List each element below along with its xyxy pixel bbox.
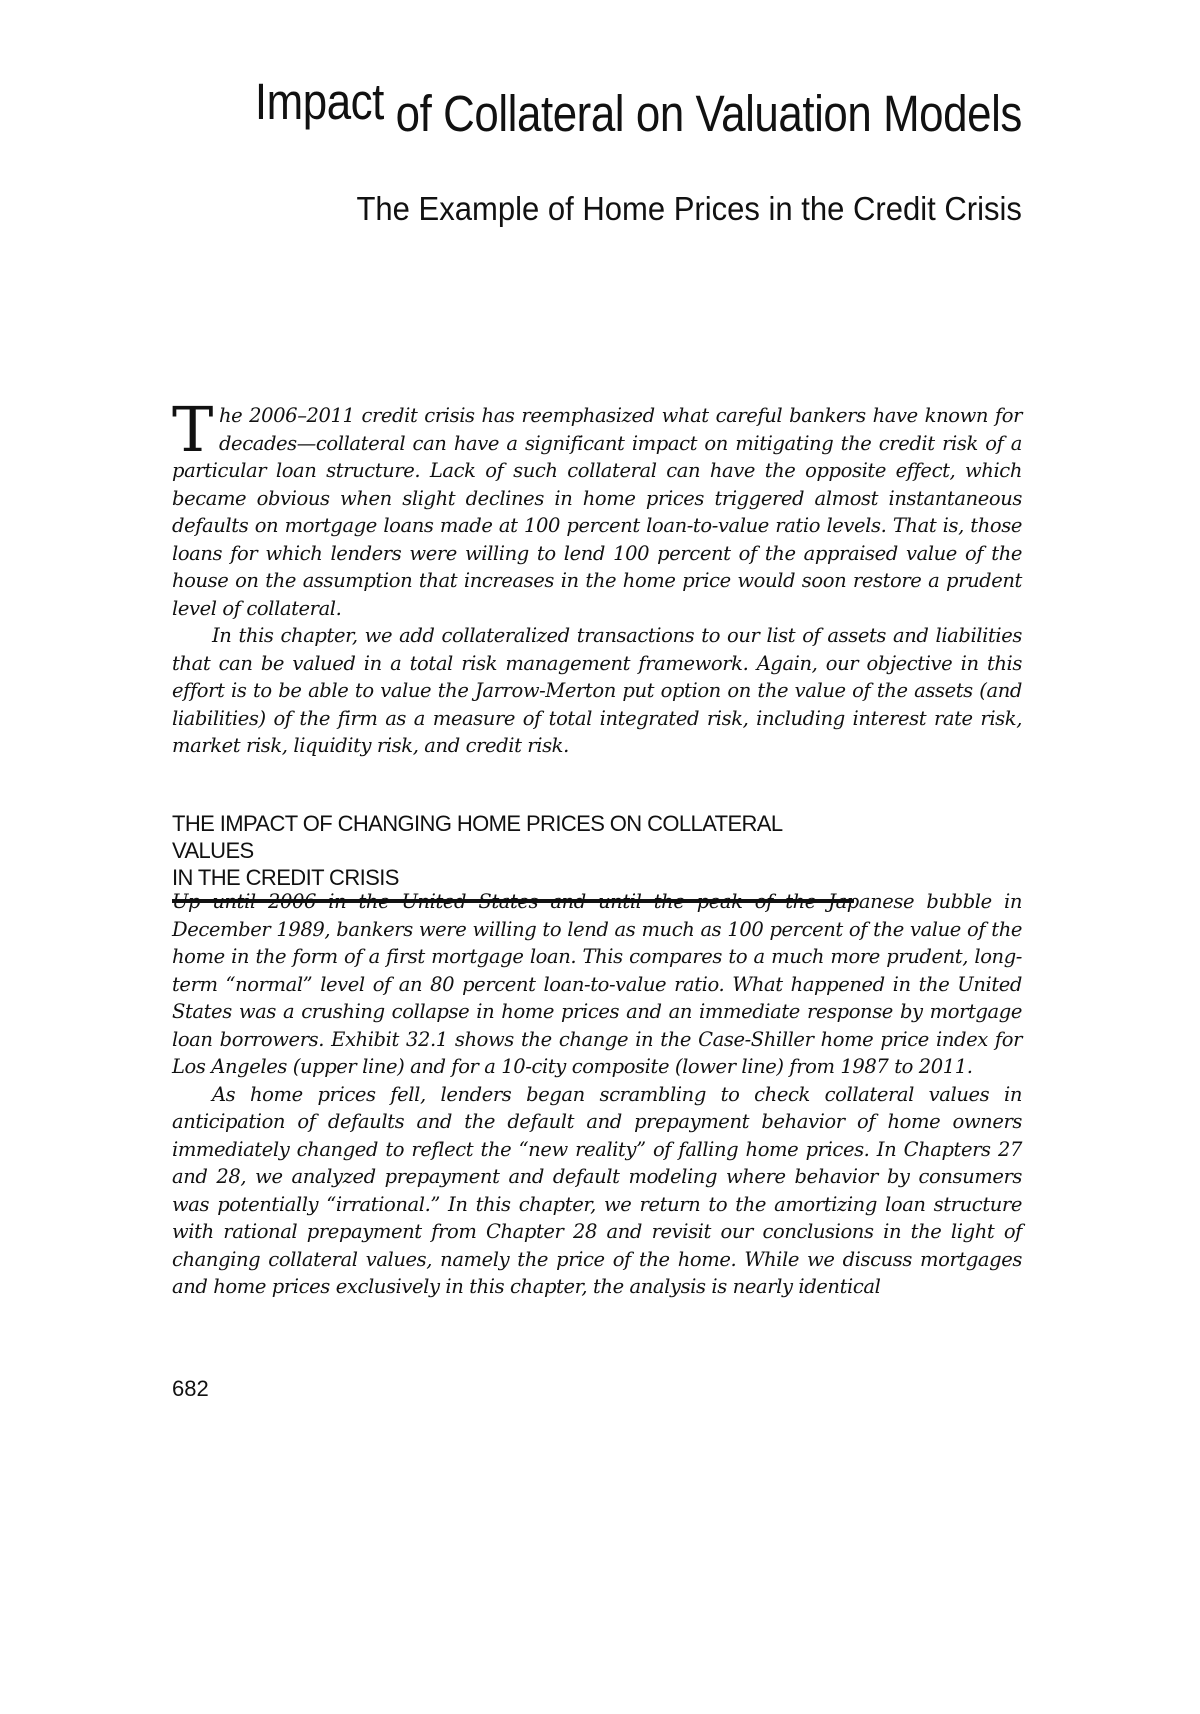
chapter-title-first-word: Impact [254,73,385,130]
section-heading-line-2: IN THE CREDIT CRISIS [172,865,399,890]
drop-cap: T [172,393,213,466]
chapter-title-rest: of Collateral on Valuation Models [395,85,1022,142]
section-body [172,888,1022,1301]
intro-paragraph-1-text: he 2006–2011 credit crisis has reemphasized what careful bankers have known for decades—collateral can have a significant impact on mitigating the credit risk of a particular loan structure. Lack of such collateral can have the opposite effect, which became obvious when slight declines in home prices triggered almost instantaneous defaults on mortgage loans made at 100 percent loan-to-value ratio levels. That is, those loans for which lenders were willing to lend 100 percent of the appraised value of the house on the assumption that increases in the home price would soon restore a prudent level of collateral. [172,404,1022,620]
chapter-title [254,73,1022,143]
section-paragraph-1: Up until 2006 in the United States and until the peak of the Japanese bubble in December 1989, bankers were willing to lend as much as 100 percent of the value of the home in the form of a first mortgage loan. This compares to a much more prudent, long-term “normal” level of an 80 percent loan-to-value ratio. What happened in the United States was a crushing collapse in home prices and an immediate response by mortgage loan borrowers. Exhibit 32.1 shows the change in the Case-Shiller home price index for Los Angeles (upper line) and for a 10-city composite (lower line) from 1987 to 2011. [172,890,1022,1078]
section-heading-line-1: THE IMPACT OF CHANGING HOME PRICES ON COLLATERAL VALUES [172,811,782,863]
intro-paragraph-1 [172,393,1022,622]
intro-section [172,393,1022,760]
page-number: 682 [172,1376,209,1401]
intro-paragraph-2: In this chapter, we add collateralized transactions to our list of assets and liabilities that can be valued in a total risk management framework. Again, our objective in this effort is to be able to value the Jarrow-Merton put option on the value of the assets (and liabilities) of the firm as a measure of total integrated risk, including interest rate risk, market risk, liquidity risk, and credit risk. [172,624,1022,757]
chapter-subtitle: The Example of Home Prices in the Credit Crisis [356,190,1022,227]
section-paragraph-2: As home prices fell, lenders began scrambling to check collateral values in anticipation of defaults and the default and prepayment behavior of home owners immediately changed to reflect the “new reality” of falling home prices. In Chapters 27 and 28, we analyzed prepayment and default modeling where behavior by consumers was potentially “irrational.” In this chapter, we return to the amortizing loan structure with rational prepayment from Chapter 28 and revisit our conclusions in the light of changing collateral values, namely the price of the home. While we discuss mortgages and home prices exclusively in this chapter, the analysis is nearly identical [172,1082,1022,1298]
